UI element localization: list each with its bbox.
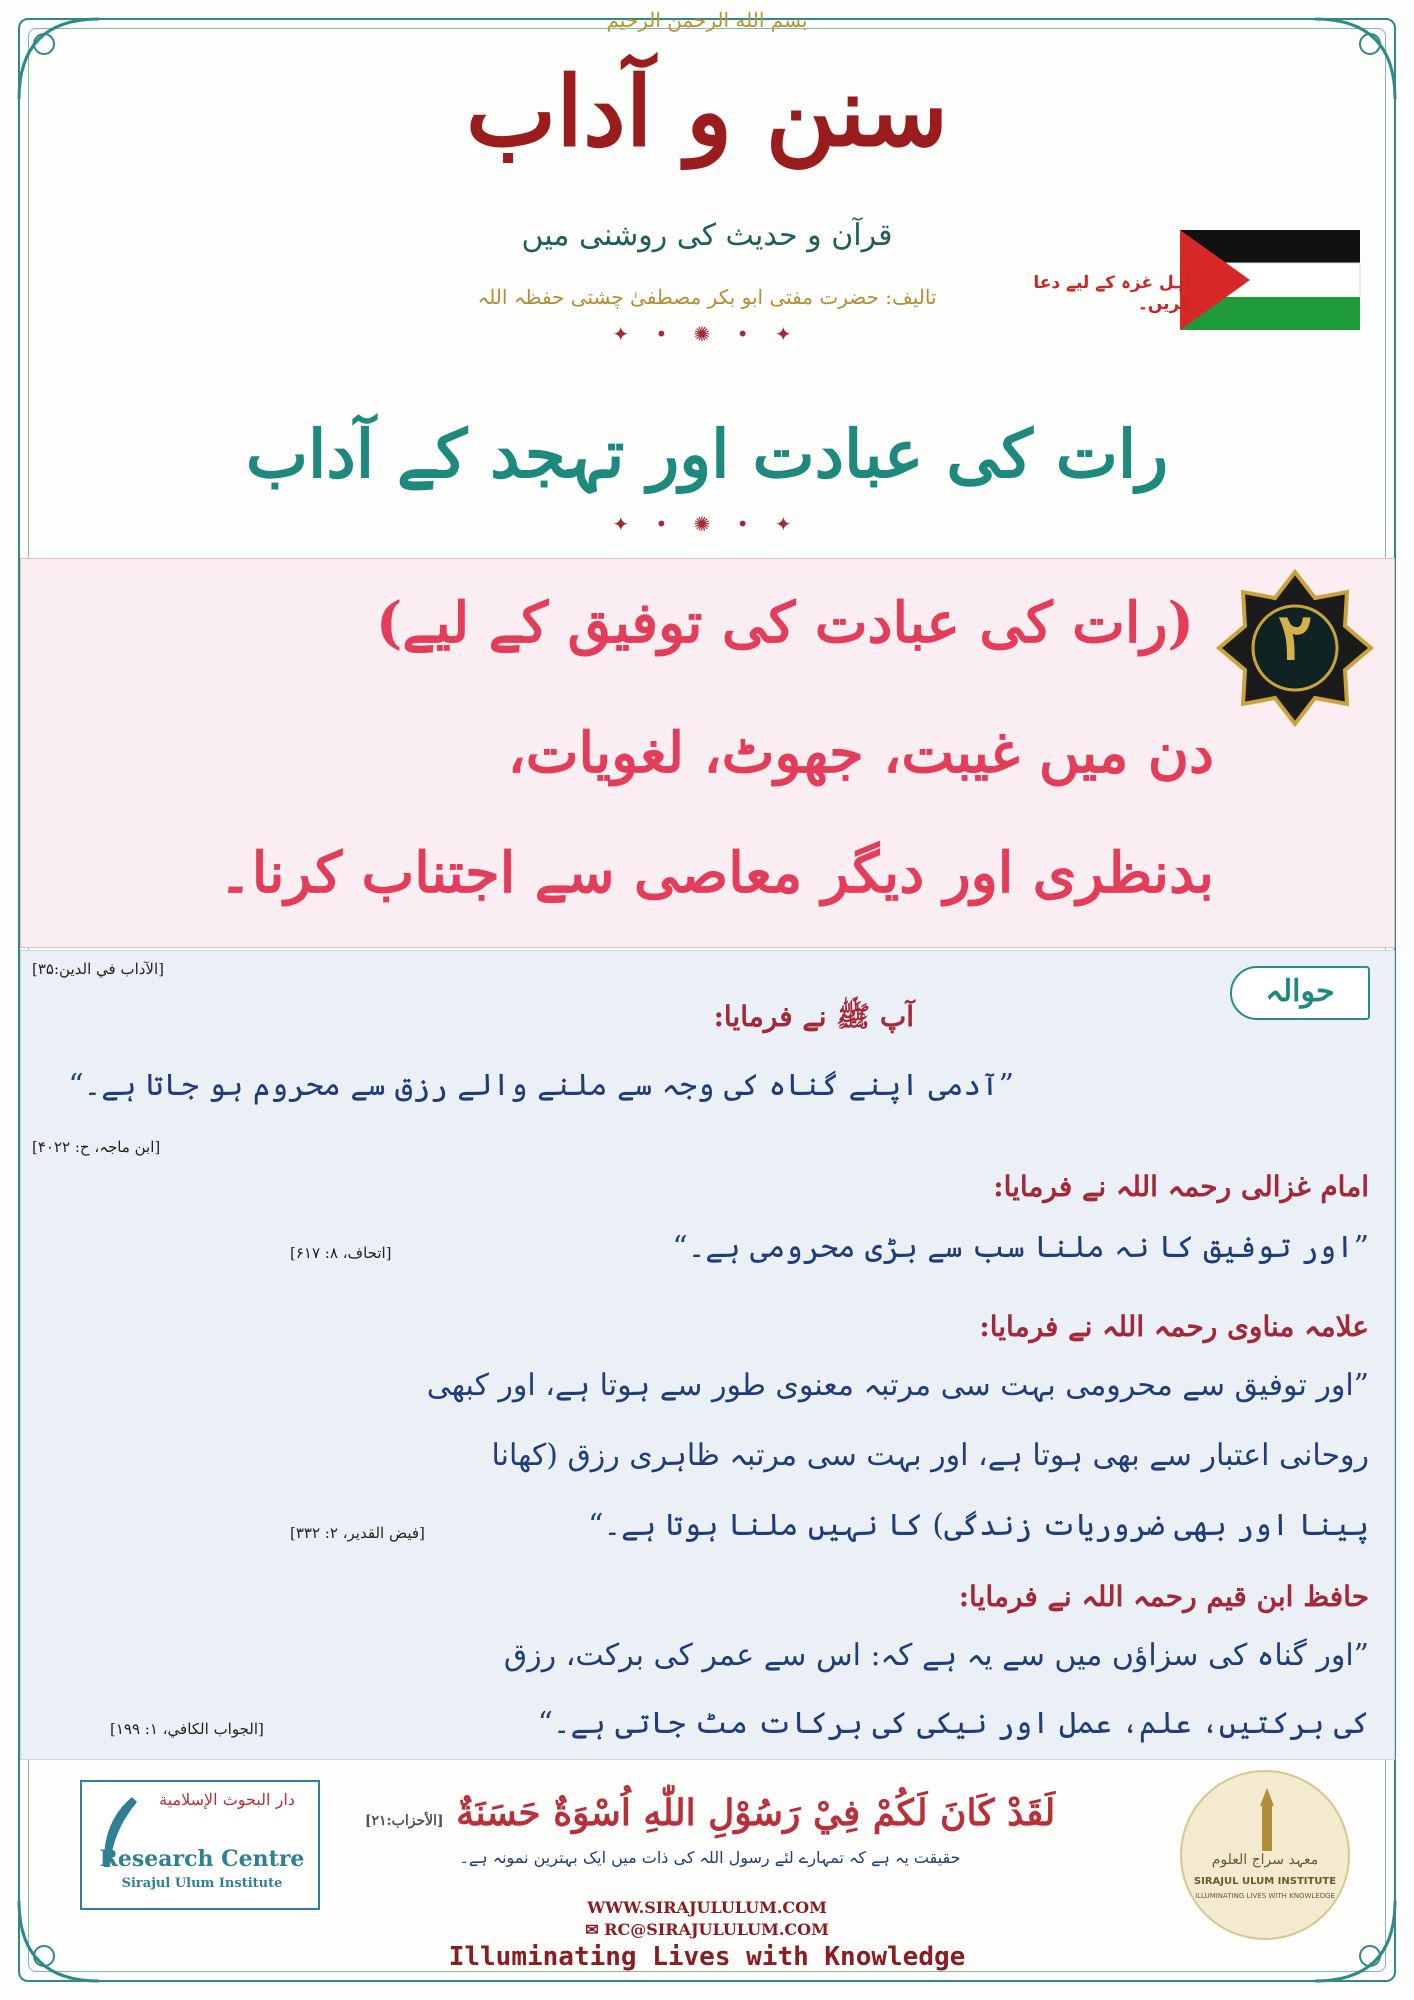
point-line-1: (رات کی عبادت کی توفیق کے لیے)	[375, 590, 1194, 656]
logo-subtitle: Sirajul Ulum Institute	[121, 1876, 283, 1891]
basmala: بسم الله الرحمن الرحيم	[606, 8, 808, 32]
quote-4-line-1: ”اور گناہ کی سزاؤں میں سے یہ ہے کہ: اس سے عمر کی برکت، رزق	[503, 1638, 1369, 1673]
email-link[interactable]	[0, 1920, 1414, 1939]
citation-3: [فیض القدیر، ۲: ۳۳۲]	[290, 1524, 425, 1542]
website-link[interactable]: WWW.SIRAJULULUM.COM	[587, 1898, 827, 1917]
point-line-3: بدنظری اور دیگر معاصی سے اجتناب کرنا۔	[218, 840, 1214, 906]
quote-1-line-1: ”آدمی اپنے گناہ کی وجہ سے ملنے والے رزق سے محروم ہو جاتا ہے۔“	[68, 1068, 1014, 1103]
gaza-dua-caption: اہل غزہ کے لیے دعا کریں۔	[1033, 273, 1190, 314]
quote-3-line-1: ”اور توفیق سے محرومی بہت سی مرتبہ معنوی طور سے ہوتا ہے، اور کبھی	[426, 1368, 1369, 1403]
quote-2-line-1: ”اور توفیق کا نہ ملنا سب سے بڑی محرومی ہے۔“	[672, 1230, 1369, 1265]
speaker-3: علامہ مناوی رحمہ اللہ نے فرمایا:	[979, 1310, 1369, 1343]
quran-ayah	[340, 1792, 1080, 1834]
divider-ornament-icon: ✦ • ✺ • ✦	[612, 322, 802, 346]
logo-institute-tagline: ILLUMINATING LIVES WITH KNOWLEDGE	[1195, 1892, 1335, 1900]
divider-ornament-icon: ✦ • ✺ • ✦	[612, 512, 802, 536]
logo-institute-name: SIRAJUL ULUM INSTITUTE	[1193, 1876, 1337, 1887]
quote-3-line-3: پینا اور بھی ضروریات زندگی) کا نہیں ملنا ہوتا ہے۔“	[588, 1508, 1369, 1543]
palestine-flag-icon	[1170, 220, 1370, 340]
ayah-translation: حقیقت یہ ہے کہ تمہارے لئے رسول اللہ کی ذات میں ایک بہترین نمونہ ہے۔	[459, 1848, 961, 1867]
sirajul-ulum-logo	[1180, 1770, 1350, 1940]
citation-2: [اتحاف، ۸: ۶۱۷]	[290, 1244, 392, 1262]
citation-4: [الجواب الکافي، ۱: ۱۹۹]	[110, 1720, 264, 1738]
author-line: تالیف: حضرت مفتی ابو بکر مصطفیٰ چشتی حفظہ اللہ	[477, 285, 937, 309]
reference-tab: حوالہ	[1230, 966, 1370, 1020]
logo-arabic-name: دار البحوث الإسلامية	[159, 1790, 295, 1809]
citation-1: [ابن ماجہ، ح: ۴۰۲۲]	[32, 1138, 161, 1156]
quote-4-line-2: کی برکتیں، علم، عمل اور نیکی کی برکات مٹ جاتی ہے۔“	[537, 1706, 1369, 1741]
section-title: رات کی عبادت اور تہجد کے آداب	[245, 415, 1169, 493]
logo-title: Research Centre	[99, 1846, 305, 1872]
point-line-2: دن میں غیبت، جھوٹ، لغویات،	[507, 720, 1214, 786]
point-number: ۲	[1277, 600, 1313, 675]
ayah-text: لَقَدْ كَانَ لَكُمْ فِيْ رَسُوْلِ اللّٰهِ اُسْوَةٌ حَسَنَةٌ	[456, 1792, 1056, 1834]
speaker-4: حافظ ابن قیم رحمہ اللہ نے فرمایا:	[958, 1580, 1369, 1613]
minaret-icon	[1242, 1786, 1292, 1856]
logo-urdu-name: معہد سراج العلوم	[1211, 1852, 1319, 1868]
quote-3-line-2: روحانی اعتبار سے بھی ہوتا ہے، اور بہت سی مرتبہ ظاہری رزق (کھانا	[491, 1438, 1369, 1473]
ayah-reference: [الأحزاب:۲۱]	[364, 1813, 444, 1829]
tagline: Illuminating Lives with Knowledge	[448, 1942, 966, 1972]
speaker-1: آپ ﷺ نے فرمایا:	[713, 1000, 914, 1033]
envelope-icon: ✉	[585, 1920, 605, 1939]
main-title: سنن و آداب	[465, 55, 949, 168]
subtitle: قرآن و حدیث کی روشنی میں	[521, 218, 893, 253]
research-centre-logo	[80, 1780, 320, 1910]
speaker-2: امام غزالی رحمہ اللہ نے فرمایا:	[993, 1170, 1369, 1203]
email-text: RC@SIRAJULULUM.COM	[604, 1920, 829, 1939]
source-citation: [الآداب في الدين:۳۵]	[32, 960, 164, 978]
